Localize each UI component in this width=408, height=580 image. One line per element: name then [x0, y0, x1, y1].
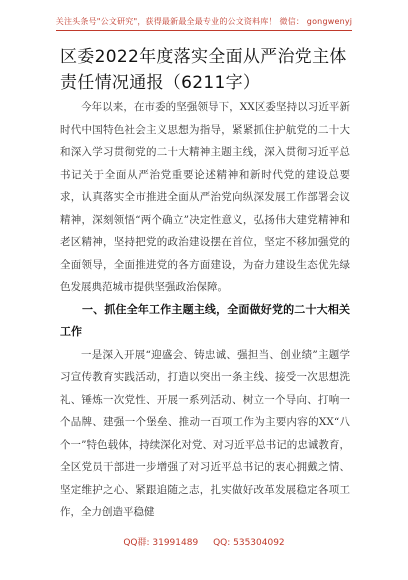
document-body: [60, 96, 350, 524]
section-paragraph: 一是深入开展“迎盛会、铸忠诚、强担当、创业绩”主题学习宣传教育实践活动，打造以突出一条主线、接受一次思想洗礼、锤炼一次党性、开展一系列活动、树立一个导向、打响一个品牌、建强一个堡垒、推动一百项工作为主要内容的XX“八个一”特色载体，持续深化对党、对习近平总书记的忠诚教育，全区党员干部进一步增强了对习近平总书记的衷心拥戴之情、坚定维护之心、紧跟追随之志，扎实做好改革发展稳定各项工作，全力创造平稳健: [60, 348, 350, 518]
header-divider: [56, 30, 352, 31]
footer-qq-group: QQ群: 31991489: [123, 538, 199, 548]
footer-qq: QQ: 535304092: [213, 538, 285, 548]
section-heading: 一、抓住全年工作主题主线，全面做好党的二十大相关工作: [60, 302, 350, 338]
document-title: 区委2022年度落实全面从严治党主体责任情况通报（6211字）: [60, 47, 347, 93]
intro-paragraph: 今年以来，在市委的坚强领导下，XX区委坚持以习近平新时代中国特色社会主义思想为指导，紧紧抓住护航党的二十大和深入学习贯彻党的二十大精神主题主线，深入贯彻习近平总书记关于全面从严治党重要论述精神和新时代党的建设总要求，认真落实全市推进全面从严治党向纵深发展工作部署会议精神，深刻领悟“两个确立”决定性意义，弘扬伟大建党精神和老区精神，坚持把党的政治建设摆在首位，坚定不移加强党的全面领导，全面推进党的各方面建设，为奋力建设生态优先绿色发展典范城市提供坚强政治保障。: [60, 101, 350, 293]
footer-contact: [0, 535, 408, 548]
header-banner: 关注头条号"公文研究"，获得最新最全最专业的公文资料库！ 微信： gongwenyj: [55, 17, 353, 26]
